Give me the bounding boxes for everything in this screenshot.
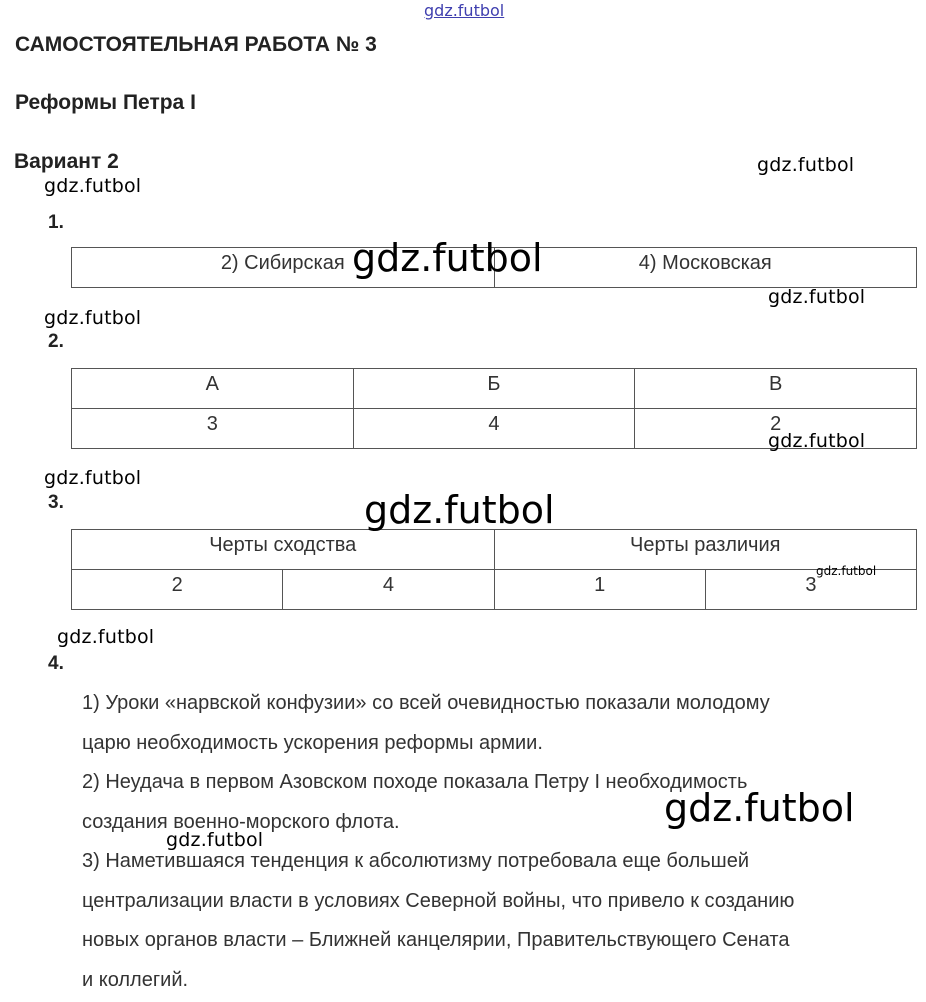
watermark: gdz.futbol xyxy=(44,307,142,329)
table-row xyxy=(72,570,917,610)
table-row xyxy=(72,369,917,409)
watermark: gdz.futbol xyxy=(768,430,866,452)
table-cell: 2 xyxy=(72,570,283,610)
watermark-large: gdz.futbol xyxy=(364,488,555,532)
watermark-large: gdz.futbol xyxy=(352,236,543,280)
task-number: 1. xyxy=(48,212,64,233)
text-line: 3) Наметившаяся тенденция к абсолютизму потребовала еще большей xyxy=(82,850,749,872)
text-line: царю необходимость ускорения реформы армии. xyxy=(82,731,543,754)
table-cell: 3 xyxy=(705,570,916,610)
table-cell: 1 xyxy=(494,570,705,610)
table-header-cell: Б xyxy=(353,369,635,409)
table-cell: 4 xyxy=(283,570,494,610)
text-line: централизации власти в условиях Северной войны, что привело к созданию xyxy=(82,889,795,912)
watermark-top: gdz.futbol xyxy=(424,1,505,20)
watermark-large: gdz.futbol xyxy=(664,786,855,830)
watermark: gdz.futbol xyxy=(768,286,866,308)
watermark: gdz.futbol xyxy=(44,467,142,489)
table-cell: 4) Московская xyxy=(494,248,917,288)
text-line: новых органов власти – Ближней канцелярии, Правительствующего Сената xyxy=(82,929,790,951)
watermark: gdz.futbol xyxy=(816,564,877,578)
table-cell: 4 xyxy=(353,409,635,449)
table-cell: 3 xyxy=(72,409,354,449)
text-line: 1) Уроки «нарвской конфузии» со всей очевидностью показали молодому xyxy=(82,692,770,714)
table-header-cell: Черты сходства xyxy=(72,530,495,570)
watermark: gdz.futbol xyxy=(57,626,155,648)
task-number: 4. xyxy=(48,653,64,674)
text-line: и коллегий. xyxy=(82,968,189,991)
table-cell: 2) Сибирская xyxy=(72,248,495,288)
page-title: САМОСТОЯТЕЛЬНАЯ РАБОТА № 3 xyxy=(15,33,377,56)
task-number: 3. xyxy=(48,492,64,513)
table-header-cell: А xyxy=(72,369,354,409)
task-number: 2. xyxy=(48,331,64,352)
watermark: gdz.futbol xyxy=(757,154,855,176)
text-line: создания военно-морского флота. xyxy=(82,810,400,833)
watermark: gdz.futbol xyxy=(166,829,264,851)
text-line: 2) Неудача в первом Азовском походе показала Петру I необходимость xyxy=(82,771,748,793)
watermark: gdz.futbol xyxy=(44,175,142,197)
table-header-cell: В xyxy=(635,369,917,409)
task3-table xyxy=(71,529,917,610)
table-cell: 2 xyxy=(635,409,917,449)
topic-title: Реформы Петра I xyxy=(15,91,196,114)
variant-label: Вариант 2 xyxy=(14,150,119,173)
table-row xyxy=(72,530,917,570)
table-header-cell: Черты различия xyxy=(494,530,917,570)
